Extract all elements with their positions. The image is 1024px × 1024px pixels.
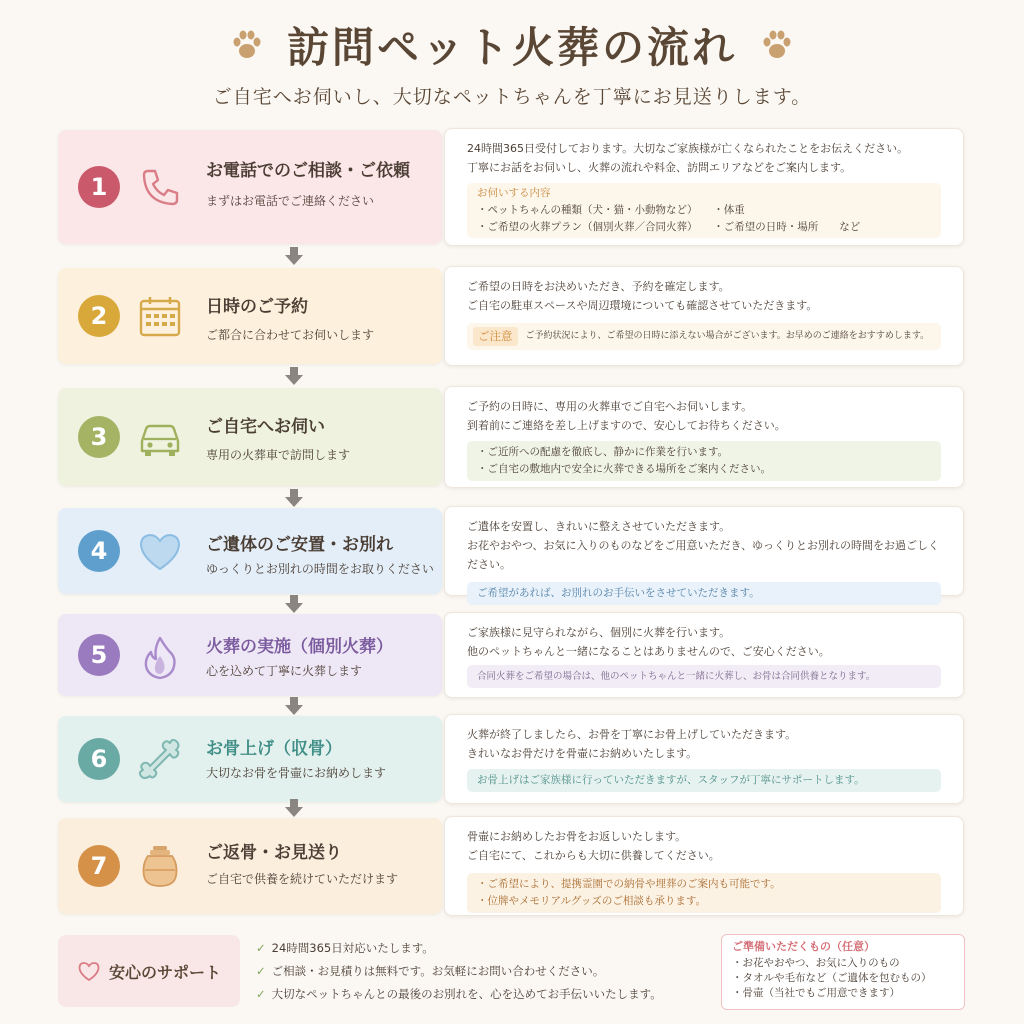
phone-icon [136, 163, 184, 211]
info-box-line: ・ご希望により、提携霊園での納骨や埋葬のご案内も可能です。 [477, 878, 781, 890]
check-icon: ✓ [256, 964, 266, 978]
step-subtitle: まずはお電話でご連絡ください [206, 194, 375, 208]
arrow-down-icon [284, 246, 304, 266]
step-summary-card [58, 716, 442, 802]
detail-line: 丁寧にお話をお伺いし、火葬の流れや料金、訪問エリアなどをご案内します。 [467, 161, 852, 174]
page-title: 訪問ペット火葬の流れ [286, 23, 737, 72]
step-4 [58, 508, 966, 599]
step-3 [58, 388, 966, 486]
detail-line: 骨壷にお納めしたお骨をお返しいたします。 [467, 830, 687, 843]
info-box-line: お骨上げはご家族様に行っていただきますが、スタッフが丁寧にサポートします。 [477, 774, 865, 786]
caution-text: ご予約状況により、ご希望の日時に添えない場合がございます。お早めのご連絡をおすすめします。 [525, 331, 930, 341]
step-detail-card [444, 386, 964, 488]
detail-line: 到着前にご連絡を差し上げますので、安心してお待ちください。 [467, 419, 786, 432]
step-1 [58, 130, 966, 244]
bone-icon [136, 736, 184, 784]
preparation-item: ・お花やおやつ、お気に入りのもの [732, 957, 900, 969]
detail-line: きれいなお骨だけを骨壷にお納めいたします。 [467, 747, 698, 760]
step-number-badge: 7 [78, 845, 120, 887]
step-detail-card [444, 128, 964, 246]
step-detail-card [444, 506, 964, 599]
detail-line: ご家族様に見守られながら、個別に火葬を行います。 [467, 626, 731, 639]
step-summary-card [58, 818, 442, 914]
caution-box [467, 323, 941, 350]
preparation-title: ご準備いただくもの（任意） [732, 940, 875, 953]
step-title: ご遺体のご安置・お別れ [206, 535, 393, 555]
car-icon [136, 413, 184, 461]
page-header [0, 14, 1024, 109]
step-title: お骨上げ（収骨） [206, 739, 342, 759]
step-summary-card [58, 268, 442, 364]
step-number-badge: 5 [78, 634, 120, 676]
step-number-badge: 6 [78, 738, 120, 780]
step-7 [58, 818, 966, 914]
info-box [467, 183, 941, 238]
step-5 [58, 614, 966, 696]
step-detail-card [444, 714, 964, 804]
calendar-icon [136, 292, 184, 340]
step-detail-card [444, 816, 964, 916]
step-number-badge: 4 [78, 530, 120, 572]
check-icon: ✓ [256, 987, 266, 1001]
detail-line: 他のペットちゃんと一緒になることはありませんので、ご安心ください。 [467, 645, 830, 658]
step-summary-card [58, 508, 442, 594]
detail-line: 火葬が終了しましたら、お骨を丁寧にお骨上げしていただきます。 [467, 728, 797, 741]
info-box-line: ・位牌やメモリアルグッズのご相談も承ります。 [477, 895, 707, 907]
step-summary-card [58, 614, 442, 696]
step-subtitle: 専用の火葬車で訪問します [206, 448, 351, 462]
step-title: 火葬の実施（個別火葬） [206, 637, 393, 657]
heart-icon [136, 527, 184, 575]
detail-line: ご自宅の駐車スペースや周辺環境についても確認させていただきます。 [467, 299, 818, 312]
support-item: ✓ 大切なペットちゃんとの最後のお別れを、心を込めてお手伝いいたします。 [256, 987, 662, 1001]
arrow-down-icon [284, 696, 304, 716]
check-icon: ✓ [256, 941, 266, 955]
info-box-line: ご希望があれば、お別れのお手伝いをさせていただきます。 [477, 587, 760, 599]
step-subtitle: ご都合に合わせてお伺いします [206, 328, 375, 342]
detail-line: ご遺体を安置し、きれいに整えさせていただきます。 [467, 520, 731, 533]
step-number-badge: 3 [78, 416, 120, 458]
step-title: ご返骨・お見送り [206, 843, 342, 863]
support-item: ✓ 24時間365日対応いたします。 [256, 941, 434, 955]
urn-icon [136, 842, 184, 890]
detail-line: ご予約の日時に、専用の火葬車でご自宅へお伺いします。 [467, 400, 753, 413]
detail-line: ご希望の日時をお決めいただき、予約を確定します。 [467, 280, 730, 293]
info-box-line: ・ご近所への配慮を徹底し、静かに作業を行います。 [477, 446, 729, 458]
step-6 [58, 716, 966, 802]
info-box-line: ・ご自宅の敷地内で安全に火葬できる場所をご案内ください。 [477, 463, 771, 475]
detail-line: お花やおやつ、お気に入りのものなどをご用意いただき、ゆっくりとお別れの時間をお過ごしください。 [467, 539, 940, 571]
step-2 [58, 268, 966, 364]
info-box [467, 665, 941, 688]
step-subtitle: 心を込めて丁寧に火葬します [206, 664, 363, 678]
step-summary-card [58, 130, 442, 244]
support-list [256, 937, 662, 1006]
arrow-down-icon [284, 488, 304, 508]
arrow-down-icon [284, 366, 304, 386]
paw-icon [229, 27, 265, 63]
info-box-line: ・ペットちゃんの種類（犬・猫・小動物など） ・体重 [477, 204, 745, 216]
info-box [467, 582, 941, 605]
arrow-down-icon [284, 798, 304, 818]
page-subtitle: ご自宅へお伺いし、大切なペットちゃんを丁寧にお見送りします。 [212, 86, 812, 108]
detail-line: ご自宅にて、これからも大切に供養してください。 [467, 849, 720, 862]
arrow-down-icon [284, 594, 304, 614]
paw-icon [759, 27, 795, 63]
info-box [467, 441, 941, 481]
caution-label: ご注意 [473, 327, 518, 346]
preparation-box [721, 934, 965, 1010]
info-box [467, 873, 941, 913]
step-subtitle: ご自宅で供養を続けていただけます [206, 872, 399, 886]
support-item: ✓ ご相談・お見積りは無料です。お気軽にお問い合わせください。 [256, 964, 605, 978]
support-title: 安心のサポート [108, 962, 221, 982]
info-box-line: 合同火葬をご希望の場合は、他のペットちゃんと一緒に火葬し、お骨は合同供養となります。 [477, 671, 876, 682]
step-summary-card [58, 388, 442, 486]
detail-line: 24時間365日受付しております。大切なご家族様が亡くなられたことをお伝えください。 [467, 142, 909, 155]
step-subtitle: ゆっくりとお別れの時間をお取りください [206, 562, 434, 576]
flame-icon [136, 634, 184, 682]
step-detail-card [444, 266, 964, 366]
step-title: お電話でのご相談・ご依頼 [206, 161, 410, 181]
heart-icon [77, 959, 101, 983]
step-title: ご自宅へお伺い [206, 417, 325, 437]
step-title: 日時のご予約 [206, 297, 308, 317]
preparation-item: ・タオルや毛布など（ご遺体を包むもの） [732, 972, 932, 984]
info-box-line: ・ご希望の火葬プラン（個別火葬／合同火葬） ・ご希望の日時・場所 など [477, 221, 861, 233]
support-badge [58, 935, 240, 1007]
step-number-badge: 1 [78, 166, 120, 208]
step-subtitle: 大切なお骨を骨壷にお納めします [206, 766, 387, 780]
step-number-badge: 2 [78, 295, 120, 337]
step-detail-card [444, 612, 964, 698]
preparation-item: ・骨壷（当社でもご用意できます） [732, 987, 900, 999]
info-box [467, 769, 941, 792]
info-box-title: お伺いする内容 [477, 187, 551, 199]
